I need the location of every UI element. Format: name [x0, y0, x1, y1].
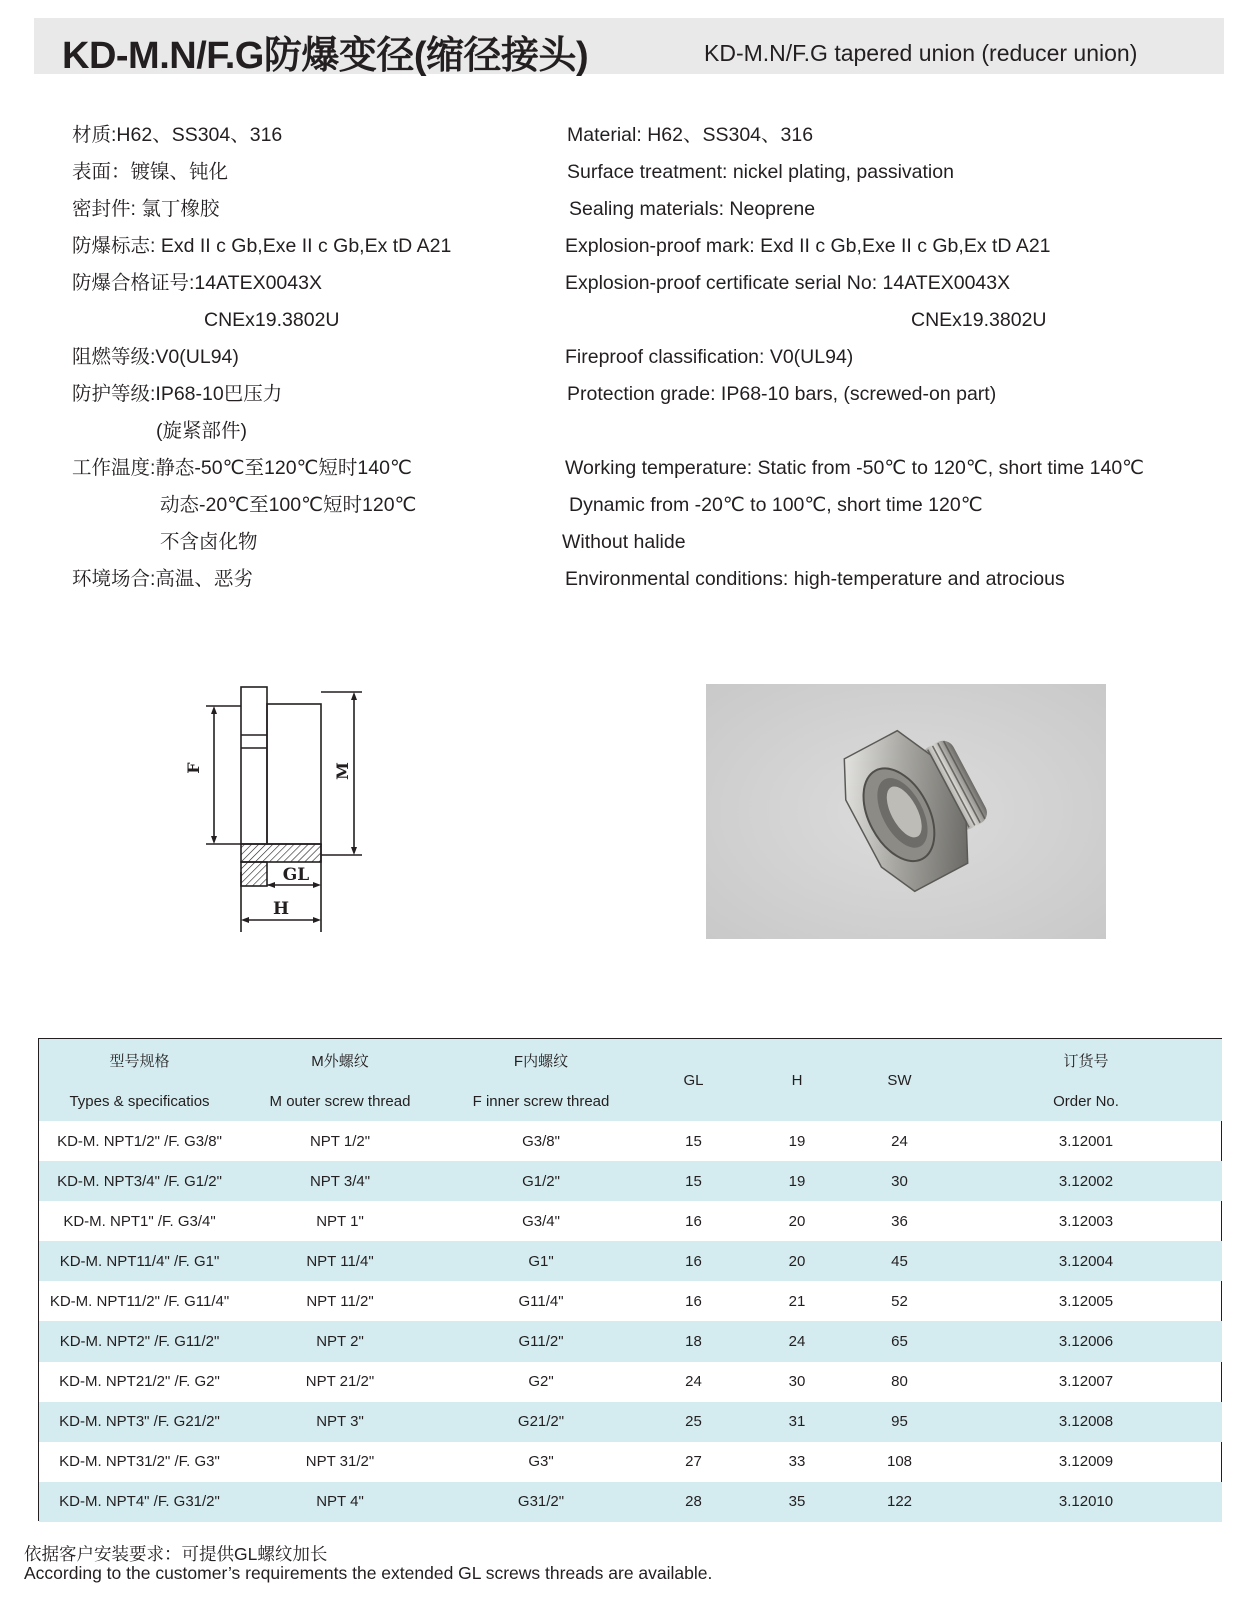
spec-en-fireproof: Fireproof classification: V0(UL94) [565, 346, 854, 368]
cell-gl: 24 [685, 1373, 702, 1391]
footer-note-en: According to the customer’s requirements the extended GL screws threads are available. [24, 1563, 713, 1583]
header-m-thread: M外螺纹 M outer screw thread [269, 1053, 411, 1110]
cell-f-thread: G1/2" [522, 1172, 560, 1190]
dimension-m-label: M [333, 762, 352, 780]
cell-m-thread: NPT 21/2" [305, 1373, 375, 1391]
spec-en-material: Material: H62、SS304、316 [567, 124, 814, 146]
page-title: KD-M.N/F.G防爆变径(缩径接头) [62, 35, 589, 77]
table-row [39, 1161, 1222, 1201]
dimension-h-label: H [272, 899, 290, 919]
spec-en-certificate-2: CNEx19.3802U [911, 309, 1047, 331]
header-type: 型号规格 Types & specificatios [69, 1053, 210, 1110]
thread-body-outline [267, 704, 321, 844]
spec-en-surface: Surface treatment: nickel plating, passivation [567, 161, 954, 183]
cell-type: KD-M. NPT11/2" /F. G11/4" [49, 1292, 230, 1310]
spec-cn-material: 材质:H62、SS304、316 [72, 124, 283, 146]
cell-h: 20 [788, 1252, 806, 1270]
spec-cn-surface: 表面：镀镍、钝化 [72, 161, 229, 183]
cell-m-thread: NPT 1/2" [309, 1132, 371, 1150]
spec-en-halide: Without halide [562, 531, 686, 553]
cell-order-no: 3.12006 [1058, 1333, 1114, 1351]
spec-en-temperature: Working temperature: Static from -50℃ to 120℃, short time 140℃ [565, 457, 1145, 479]
cell-m-thread: NPT 11/4" [306, 1252, 374, 1270]
cell-gl: 15 [685, 1132, 702, 1150]
spec-cn-certificate: 防爆合格证号:14ATEX0043X [72, 272, 322, 294]
cell-gl: 27 [685, 1453, 702, 1471]
cell-order-no: 3.12002 [1058, 1172, 1114, 1190]
cell-h: 31 [788, 1413, 806, 1431]
table-row [39, 1121, 1222, 1161]
cell-sw: 24 [891, 1132, 908, 1150]
product-photo [706, 684, 1106, 939]
spec-en-temperature-2: Dynamic from -20℃ to 100℃, short time 120℃ [569, 494, 983, 516]
cell-order-no: 3.12007 [1058, 1373, 1114, 1391]
spec-cn-protection: 防护等级:IP68-10巴压力 [72, 383, 283, 405]
cell-h: 33 [788, 1453, 806, 1471]
table-row [39, 1402, 1222, 1442]
cell-order-no: 3.12004 [1058, 1252, 1114, 1270]
cell-f-thread: G11/4" [518, 1292, 564, 1310]
spec-en-ex-mark: Explosion-proof mark: Exd II c Gb,Exe II c Gb,Ex tD A21 [565, 235, 1051, 257]
spec-en-sealing: Sealing materials: Neoprene [569, 198, 816, 220]
header-h: H [791, 1071, 803, 1089]
cell-sw: 36 [891, 1212, 908, 1230]
cell-gl: 28 [685, 1493, 702, 1511]
cell-type: KD-M. NPT3/4" /F. G1/2" [57, 1172, 222, 1190]
cell-m-thread: NPT 11/2" [306, 1292, 374, 1310]
cell-type: KD-M. NPT4" /F. G31/2" [59, 1493, 220, 1511]
cell-type: KD-M. NPT21/2" /F. G2" [59, 1373, 220, 1391]
cell-order-no: 3.12003 [1058, 1212, 1114, 1230]
cell-sw: 80 [891, 1373, 908, 1391]
spec-cn-certificate-2: CNEx19.3802U [204, 309, 340, 331]
cell-h: 20 [788, 1212, 806, 1230]
cell-f-thread: G3" [528, 1453, 554, 1471]
cell-f-thread: G3/4" [522, 1212, 560, 1230]
header-sw: SW [887, 1071, 912, 1089]
cell-m-thread: NPT 2" [316, 1333, 364, 1351]
technical-drawing [186, 662, 368, 946]
cell-f-thread: G31/2" [517, 1493, 565, 1511]
cell-type: KD-M. NPT2" /F. G11/2" [59, 1333, 220, 1351]
cell-h: 21 [788, 1292, 806, 1310]
header-f-thread: F内螺纹 F inner screw thread [472, 1053, 610, 1110]
cell-h: 24 [788, 1333, 806, 1351]
footer-note-cn: 依据客户安装要求：可提供GL螺纹加长 [24, 1544, 328, 1564]
cell-sw: 122 [886, 1493, 913, 1511]
cell-type: KD-M. NPT3" /F. G21/2" [59, 1413, 220, 1431]
spec-cn-ex-mark: 防爆标志: Exd II c Gb,Exe II c Gb,Ex tD A21 [72, 235, 452, 257]
cell-gl: 16 [685, 1212, 702, 1230]
cell-h: 19 [788, 1172, 806, 1190]
cell-order-no: 3.12009 [1058, 1453, 1114, 1471]
cell-order-no: 3.12008 [1058, 1413, 1114, 1431]
cell-gl: 16 [685, 1292, 702, 1310]
hatched-section-lower [241, 862, 267, 886]
spec-en-protection: Protection grade: IP68-10 bars, (screwed-on part) [567, 383, 997, 405]
cell-sw: 65 [891, 1333, 908, 1351]
cell-sw: 45 [891, 1252, 908, 1270]
spec-cn-environment: 环境场合:高温、恶劣 [72, 568, 253, 590]
cell-h: 30 [788, 1373, 806, 1391]
spec-cn-protection-2: (旋紧部件) [156, 420, 247, 442]
cell-type: KD-M. NPT1" /F. G3/4" [63, 1212, 216, 1230]
dimension-gl-label: GL [282, 865, 310, 885]
cell-order-no: 3.12001 [1058, 1132, 1114, 1150]
cell-gl: 18 [685, 1333, 702, 1351]
cell-f-thread: G11/2" [518, 1333, 564, 1351]
table-row [39, 1281, 1222, 1321]
cell-gl: 25 [685, 1413, 702, 1431]
nut-flange-outline [241, 687, 267, 844]
cell-f-thread: G21/2" [517, 1413, 565, 1431]
table-row [39, 1241, 1222, 1281]
spec-cn-temperature-2: 动态-20℃至100℃短时120℃ [160, 494, 417, 516]
cell-h: 19 [788, 1132, 806, 1150]
cell-m-thread: NPT 1" [316, 1212, 364, 1230]
table-row [39, 1362, 1222, 1402]
cell-m-thread: NPT 31/2" [305, 1453, 375, 1471]
header-gl: GL [683, 1071, 704, 1089]
cell-type: KD-M. NPT11/4" /F. G1" [59, 1252, 220, 1270]
table-row [39, 1482, 1222, 1522]
cell-order-no: 3.12010 [1058, 1493, 1114, 1511]
header-order-no: 订货号 Order No. [1053, 1053, 1119, 1110]
cell-m-thread: NPT 3" [316, 1413, 364, 1431]
table-row [39, 1442, 1222, 1482]
spec-cn-sealing: 密封件: 氯丁橡胶 [72, 198, 220, 220]
spec-cn-temperature: 工作温度:静态-50℃至120℃短时140℃ [72, 457, 412, 479]
cell-f-thread: G1" [528, 1252, 554, 1270]
cell-type: KD-M. NPT31/2" /F. G3" [59, 1453, 220, 1471]
cell-m-thread: NPT 3/4" [309, 1172, 371, 1190]
table-row [39, 1201, 1222, 1241]
cell-sw: 52 [891, 1292, 908, 1310]
dimension-f-label: F [184, 762, 203, 774]
specification-table [38, 1038, 1222, 1521]
page-subtitle: KD-M.N/F.G tapered union (reducer union) [704, 40, 1138, 66]
cell-f-thread: G2" [528, 1373, 554, 1391]
cell-gl: 16 [685, 1252, 702, 1270]
spec-cn-fireproof: 阻燃等级:V0(UL94) [72, 346, 239, 368]
cell-h: 35 [788, 1493, 806, 1511]
cell-sw: 108 [886, 1453, 913, 1471]
cell-sw: 30 [891, 1172, 908, 1190]
cell-sw: 95 [891, 1413, 908, 1431]
cell-order-no: 3.12005 [1058, 1292, 1114, 1310]
hatched-section [241, 844, 321, 862]
cell-f-thread: G3/8" [522, 1132, 560, 1150]
cell-gl: 15 [685, 1172, 702, 1190]
title-bar [34, 18, 1224, 77]
cell-m-thread: NPT 4" [316, 1493, 364, 1511]
table-header-row [39, 1039, 1222, 1121]
spec-en-environment: Environmental conditions: high-temperature and atrocious [565, 568, 1065, 590]
spec-cn-halide: 不含卤化物 [160, 531, 258, 553]
table-row [39, 1321, 1222, 1361]
cell-type: KD-M. NPT1/2" /F. G3/8" [57, 1132, 222, 1150]
spec-en-certificate: Explosion-proof certificate serial No: 14ATEX0043X [565, 272, 1011, 294]
